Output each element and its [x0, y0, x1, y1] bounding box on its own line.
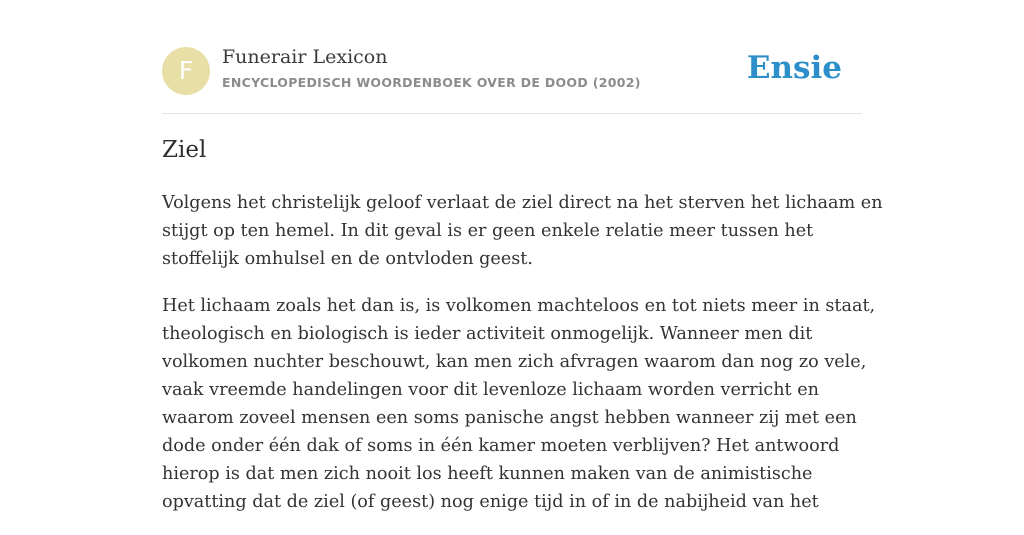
text-line: waarom zoveel mensen een soms panische angst hebben wanneer zij met een: [162, 408, 857, 428]
entry-header: [162, 46, 862, 96]
source-title[interactable]: Funerair Lexicon: [222, 46, 388, 68]
text-line: vaak vreemde handelingen voor dit levenloze lichaam worden verricht en: [162, 380, 819, 400]
text-line: dode onder één dak of soms in één kamer moeten verblijven? Het antwoord: [162, 436, 840, 456]
text-line: stijgt op ten hemel. In dit geval is er geen enkele relatie meer tussen het: [162, 221, 814, 241]
entry-body: [162, 189, 883, 535]
text-line: Volgens het christelijk geloof verlaat de ziel direct na het sterven het lichaam en: [162, 193, 883, 213]
text-line: Het lichaam zoals het dan is, is volkomen machteloos en tot niets meer in staat,: [162, 296, 876, 316]
source-subtitle: ENCYCLOPEDISCH WOORDENBOEK OVER DE DOOD (2002): [222, 75, 641, 90]
text-line: theologisch en biologisch is ieder activiteit onmogelijk. Wanneer men dit: [162, 324, 813, 344]
source-avatar[interactable]: F: [162, 47, 210, 95]
brand-logo[interactable]: Ensie: [746, 50, 842, 86]
text-line: opvatting dat de ziel (of geest) nog enige tijd in of in de nabijheid van het: [162, 492, 819, 512]
entry-title: Ziel: [162, 137, 207, 163]
text-line: stoffelijk omhulsel en de ontvloden geest.: [162, 249, 533, 269]
paragraph-2: [162, 292, 876, 516]
header-divider: [162, 113, 862, 114]
text-line: hierop is dat men zich nooit los heeft kunnen maken van de animistische: [162, 464, 813, 484]
paragraph-1: [162, 189, 883, 273]
text-line: volkomen nuchter beschouwt, kan men zich afvragen waarom dan nog zo vele,: [162, 352, 867, 372]
